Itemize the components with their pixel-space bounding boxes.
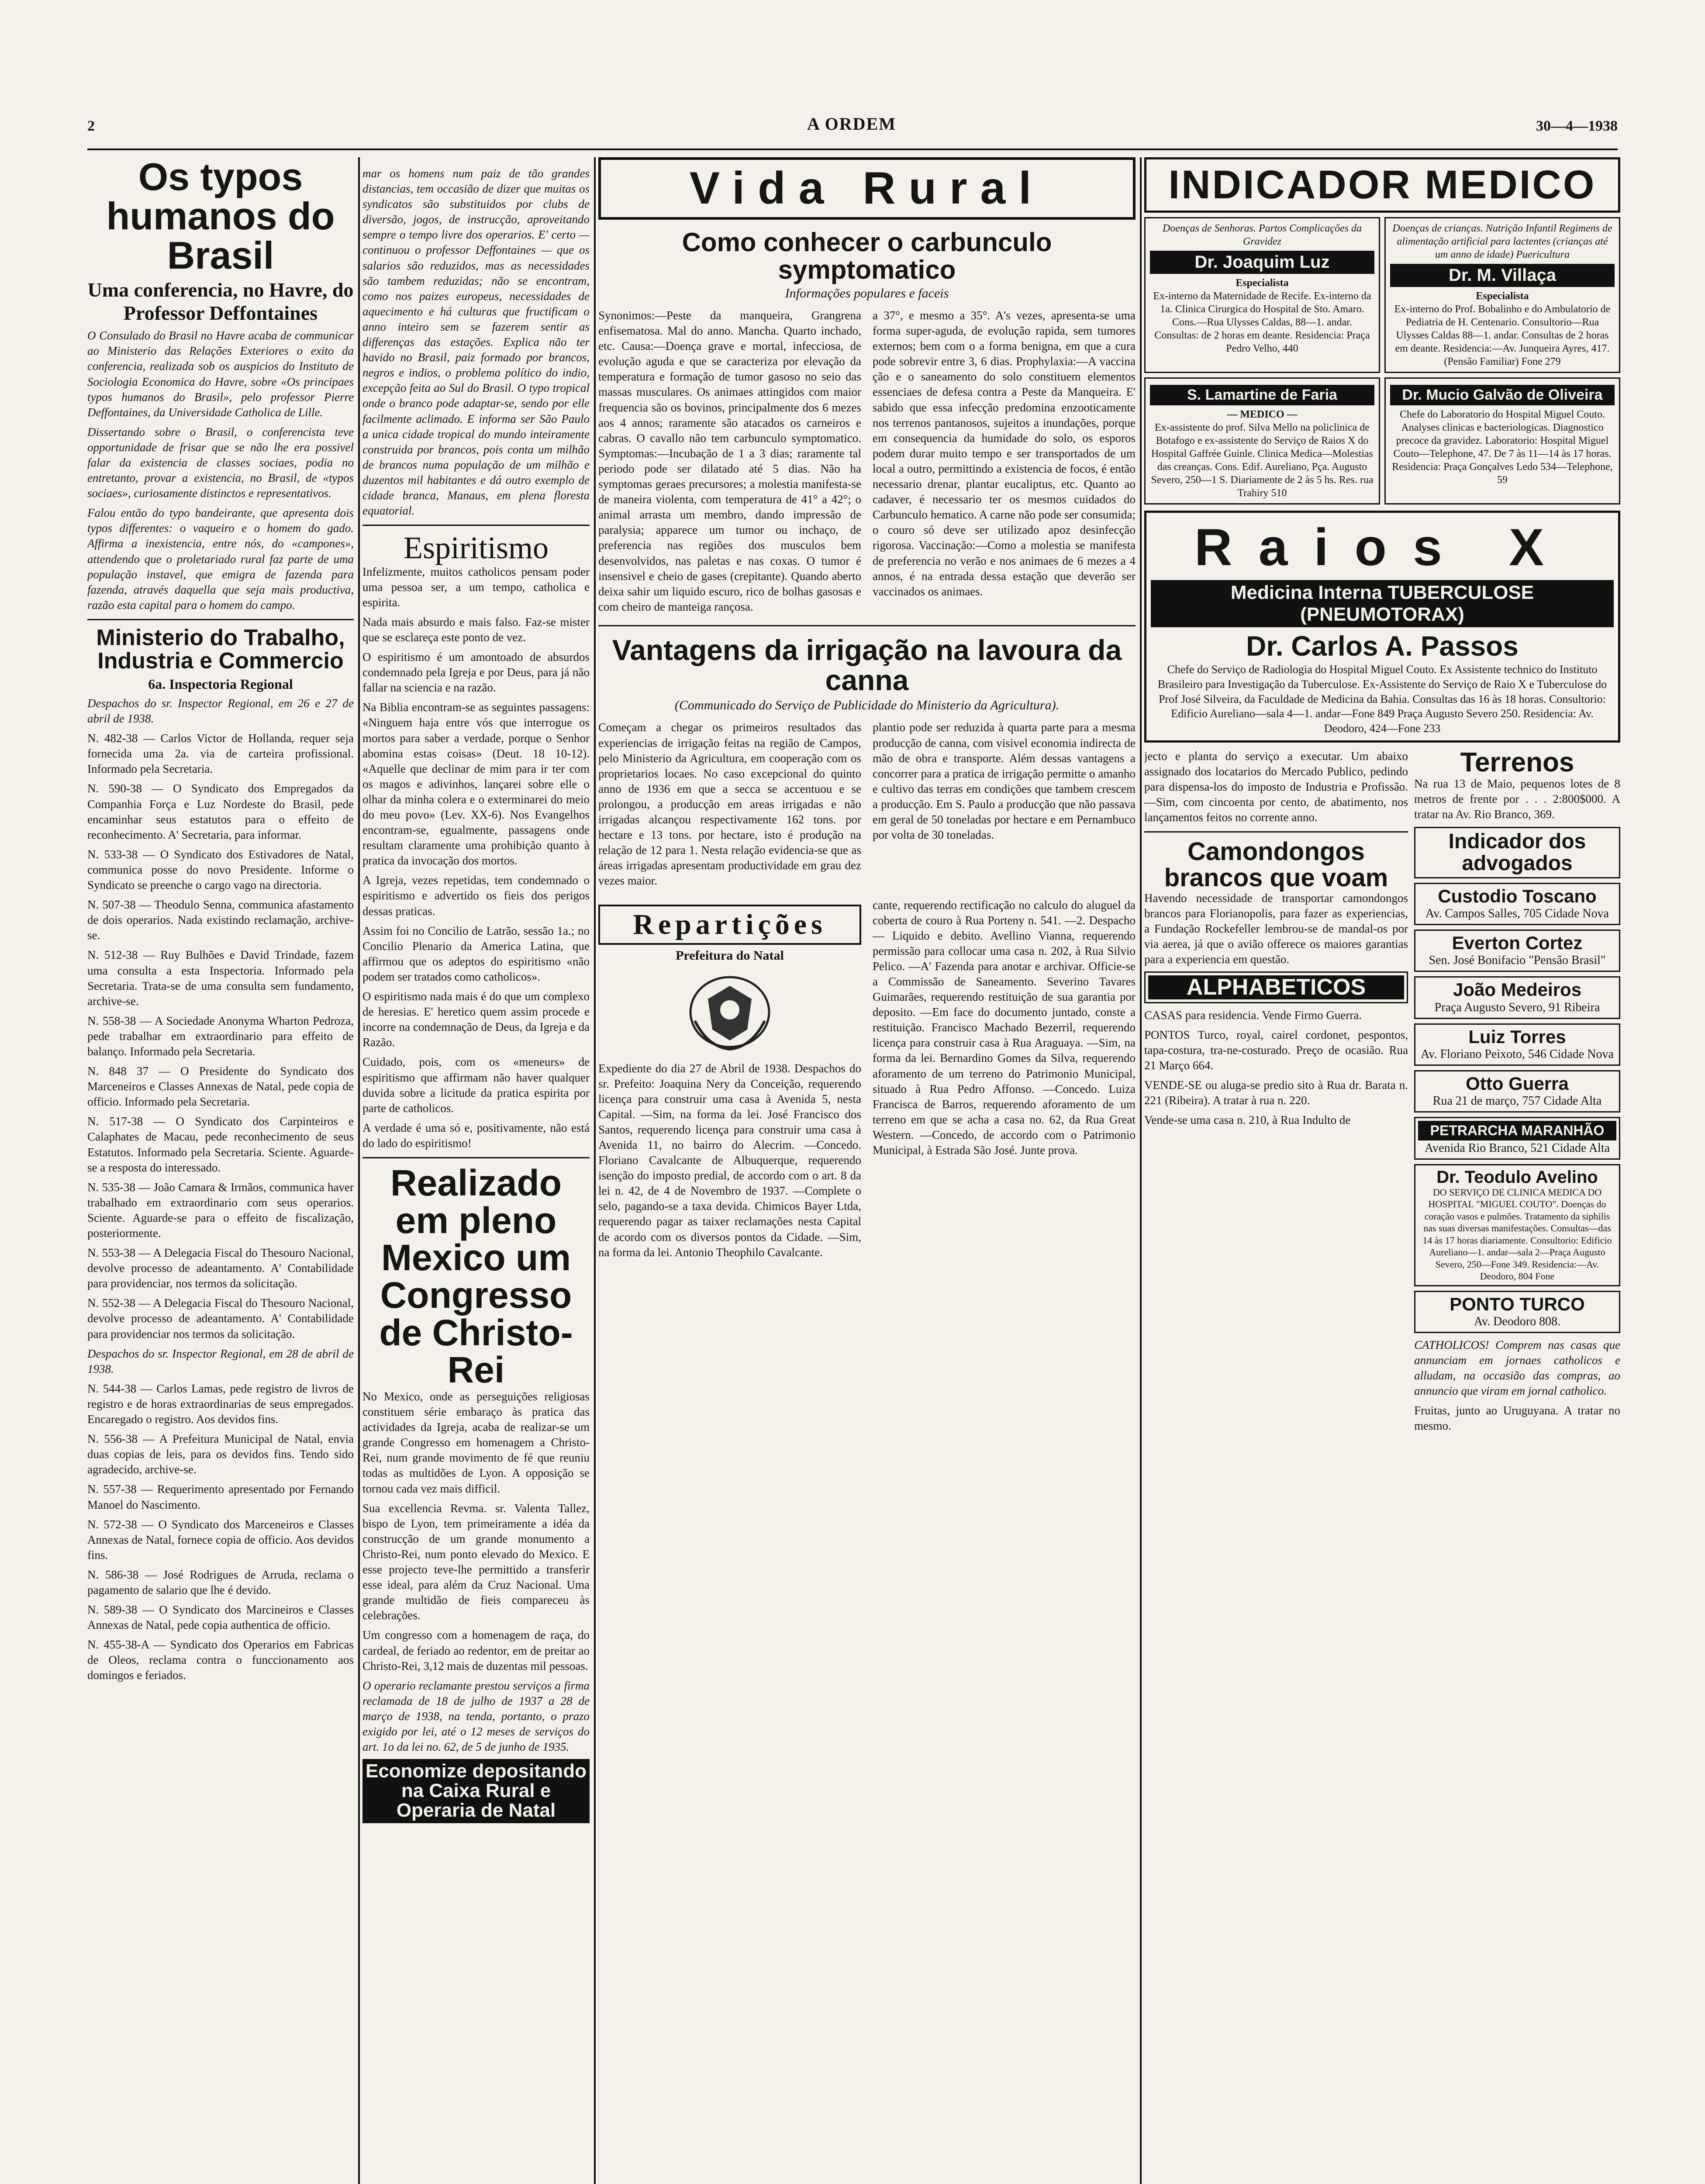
article-continuation: mar os homens num paiz de tão grandes distancias, tem occasião de dizer que muitas os syndicatos são substituidos por clubs de diversão, jogos, de instrucção, aproveitando sempre o tempo livre dos operarios. E' certo — continuou o professor Deffontaines — que os salarios são reduzidos, mas as necessidades são tambem reduzidas; não se encontram, como nos paizes europeus, necessidades de aquecimento e há culturas que fructificam o anno inteiro sem se fazerem sentir as differenças das estações. Explica não ter havido no Brasil, paiz formado por brancos, negros e indios, o problema político do indio, excepção feita ao Sul do Brasil. O typo tropical onde o branco pode adaptar-se, sendo por elle facilmente aclimado. E informa ser São Paulo a unica cidade tropical do mundo inteiramente construida por brancos, pois conta um milhão de brancos numa população de um milhão e duzentos mil habitantes e dá outro exemplo de cidade branca, Manaus, em plena floresta equatorial. [362, 167, 590, 518]
article-paragraph: Falou então do typo bandeirante, que apresenta dois typos differentes: o vaqueiro e o homem do gado. Affirma a inexistencia, entre nós, do «campones», attendendo que o proletariado rural faz parte de uma população instavel, que emigra de fazenda para fazenda, através daquella que seja mais productiva, razão esta capital para o homem do campo. [87, 506, 354, 612]
lawyer-name: Luiz Torres [1468, 1026, 1566, 1047]
doctor-name: S. Lamartine de Faria [1150, 385, 1374, 405]
raios-x-title: Raios X [1194, 518, 1570, 577]
doctor-specialty: Doenças de Senhoras. Partos Complicações da Gravidez [1163, 223, 1362, 247]
doctor-info: Ex-assistente do prof. Silva Mello na policlinica de Botafogo e ex-assistente do Serviço de Raios X do Hospital Gaffrée Guinle. Clinica Medica—Molestias das creanças. Cons. Edif. Aureliano, Pça. Augusto Severo, 250—1 S. Diariamente de 2 às 5 hs. Res. rua Trahiry 510 [1151, 422, 1374, 499]
subhead-informacoes: Informações populares e faceis [785, 286, 949, 301]
article-paragraph: plantio pode ser reduzida à quarta parte para a mesma producção de canna, com visivel economia indirecta de mão de obra e transporte. Além dessas vantagens a concorrer para a pratica de irrigação permitte o amanho e cultivo das terras em condições que tambem crescem a producção. Em S. Paulo a producção que não passava em geral de 50 toneladas por hectare e em Pernambuco por volta de 30 toneladas. [873, 721, 1136, 842]
article-paragraph: O Consulado do Brasil no Havre acaba de communicar ao Ministerio das Relações Exteriores o exito da conferencia, realizada sob os auspicios do Instituto de Sociologia Economica do Havre, sobre «Os principaes typos humanos do Brasil», pelo professor Pierre Deffontaines, da Universidade Catholica de Lille. [87, 329, 354, 419]
reparticoes-block [598, 898, 1136, 1265]
article-paragraph: No Mexico, onde as perseguições religiosas constituem série embaraço às pratica das actividades da Igreja, acaba de realizar-se um grande Congresso em homenagem a Christo-Rei, num grande movimento de fé que reuniu todas as multidões de Lyon. A opposição se tornou cada vez mais difficil. [362, 1390, 590, 1495]
despacho-entry: N. 586-38 — José Rodrigues de Arruda, reclama o pagamento de salario que lhe é devido. [87, 1568, 354, 1597]
article-paragraph: Começam a chegar os primeiros resultados das experiencias de irrigação feitas na região de Campos, pelo Ministerio da Agricultura, em cooperação com os proprietarios locaes. No caso excepcional do quinto anno de 1936 em que a secca se accentuou e se prolongou, a producção em areas irrigadas e não irrigadas alcançou respectivamente 162 tons. por hectare e 13 tons. por hectare, isto é produção na relação de 12 para 1. Nesta relação evidencia-se que as áreas irrigadas apresentam productividade em grau dez vezes maior. [598, 721, 861, 888]
raios-x-ad [1144, 511, 1620, 743]
classified-item: Vende-se uma casa n. 210, à Rua Indulto de [1144, 1113, 1351, 1127]
page-header [87, 87, 1618, 153]
article-paragraph: Despachos do sr. Inspector Regional, em 26 e 27 de abril de 1938. [87, 697, 354, 726]
doctor-role: Especialista [1476, 290, 1529, 302]
article-paragraph: Um congresso com a homenagem de raça, do cardeal, de feriado ao redentor, em de preitar ao Christo-Rei, 3,12 mais de duzentas mil pessoas. [362, 1628, 590, 1673]
article-paragraph: A Igreja, vezes repetidas, tem condemnado o espiritismo e advertido os fieis dos perigos dessas praticas. [362, 874, 590, 918]
despacho-entry: N. 556-38 — A Prefeitura Municipal de Natal, envia duas copias de leis, para os devidos fins. Tendo sido agradecido, archive-se. [87, 1432, 354, 1476]
doctor-ads-row-1 [1144, 217, 1620, 373]
vida-rural-title: Vida Rural [689, 163, 1045, 214]
doctor-info: Ex-interno da Maternidade de Recife. Ex-interno da 1a. Clinica Cirurgica do Hospital de Sto. Amaro. Cons.—Rua Ulysses Caldas, 88—1. andar. Consultas: de 2 horas em deante. Residencia: Praça Pedro Velho, 440 [1153, 290, 1371, 354]
article-paragraph: a 37°, e mesmo a 35°. A's vezes, apresenta-se uma forma super-aguda, de evolução rapida, sem tumores externos; bem com o a forma benigna, em que a cura pode sobrevir entre 3, 6 dias. Prophylaxia:—A vaccina ção e o saneamento do solo constituem elementos essenciaes de defesa contra a Peste da Manqueira. E' sabido que essa infecção predomina enzooticamente nos terrenos pantanosos, sujeitos a inundações, porque em consequencia da humidade do solo, os esporos podem durar muito tempo e ser transportados de um local a outro, permittindo a existencia de focos, é então necessario drenar, plantar eucaliptus, etc. Quanto ao cadaver, é necessario ter os mesmos cuidados do Carbunculo hematico. A carne não pode ser consumida; o couro só deve ser utilizado apoz desinfecção rigorosa. Vaccinação:—Como a molestia se manifesta de preferencia no verão e nos animaes de 6 mezes a 4 annos, é na entrada dessa estação que deverão ser vaccinados os animaes. [873, 309, 1136, 598]
headline-mexico: Realizado em pleno Mexico um Congresso de Christo-Rei [379, 1162, 573, 1391]
classified-item: Fruitas, junto ao Uruguyana. A tratar no mesmo. [1414, 1404, 1620, 1433]
lawyer-ad [1414, 930, 1620, 972]
despacho-entry: N. 553-38 — A Delegacia Fiscal do Thesouro Nacional, devolve processo de adeantamento. A' Contabilidade para providenciar, nos termos da solicitação. [87, 1246, 354, 1290]
shop-ad [1414, 1291, 1620, 1333]
lawyer-address: Av. Campos Salles, 705 Cidade Nova [1425, 907, 1609, 921]
lawyer-ad [1414, 1117, 1620, 1160]
prefeitura-subhead: Prefeitura do Natal [676, 948, 784, 963]
classified-item: CASAS para residencia. Vende Firmo Guerra. [1144, 1008, 1362, 1022]
doctor-ads-row-2 [1144, 377, 1620, 505]
despacho-entry: Despachos do sr. Inspector Regional, em 28 de abril de 1938. [87, 1347, 354, 1375]
headline-ministerio: Ministerio do Trabalho, Industria e Commercio [96, 625, 345, 674]
advogados-header [1414, 827, 1620, 879]
shop-name: PONTO TURCO [1450, 1293, 1585, 1314]
doctor-name: Dr. Mucio Galvão de Oliveira [1390, 385, 1615, 405]
classified-area [1144, 749, 1620, 1438]
catholic-notice: CATHOLICOS! Comprem nas casas que annunciam em jornaes catholicos e alludam, na occasião das compras, ao annuncio que viram em jornal catholico. [1414, 1338, 1620, 1398]
doctor-info: Ex-interno do Prof. Bobalinho e do Ambulatorio de Pediatria de H. Centenario. Consultorio—Rua Ulysses Caldas 88—1. andar. Consultas de 2 horas em deante. Residencia:—Av. Junqueira Ayres, 417. (Pensão Familiar) Fone 279 [1394, 304, 1611, 367]
subhead-inspectoria: 6a. Inspectoria Regional [148, 676, 293, 692]
doctor-specialty: Doenças de crianças. Nutrição Infantil Regimens de alimentação artificial para lactentes (crianças até um anno de idade) Puericultura [1392, 223, 1612, 260]
article-paragraph: Infelizmente, muitos catholicos pensam poder uma pessoa ser, a um tempo, catholica e espirita. [362, 565, 590, 609]
page-number: 2 [87, 118, 95, 134]
doctor-info: DO SERVIÇO DE CLINICA MEDICA DO HOSPITAL "MIGUEL COUTO". Doenças do coração vasos e pulmões. Tratamento da siphilis nas suas diversas manifestações. Consultas—das 14 às 17 horas diariamente. Consultorio: Edificio Aureliano—1. andar—sala 2—Praça Augusto Severo, 250—Fone 349. Residencia:—Av. Deodoro, 804 Fone [1422, 1186, 1612, 1282]
divider [362, 1157, 590, 1158]
headline-espiritismo: Espiritismo [403, 530, 549, 566]
irrigacao-body [598, 720, 1136, 893]
lawyer-name: Custodio Toscano [1438, 886, 1597, 907]
despacho-entry: N. 589-38 — O Syndicato dos Marcineiros e Classes Annexas de Natal, pede copia authentica de officio. [87, 1603, 354, 1632]
article-paragraph: Sua excellencia Revma. sr. Valenta Tallez, bispo de Lyon, tem primeiramente a idéa da construcção de um grande monumento a Christo-Rei, num ponto elevado do Mexico. E esse projecto teve-lhe permittido a transferir esse ideal, para além da Cruz Nacional. Uma grande multidão de fieis compareceu às celebrações. [362, 1501, 590, 1622]
doctor-name: Dr. M. Villaça [1390, 264, 1615, 287]
lawyer-address: Sen. José Bonifacio "Pensão Brasil" [1429, 954, 1606, 968]
classified-left [1144, 749, 1408, 1438]
article-continuation: jecto e planta do serviço a executar. Um abaixo assignado dos locatarios do Mercado Publico, pedindo para dispensa-los do imposto de Industria e Profissão. —Sim, com cincoenta por cento, de abatimento, nos lançamentos feitos no corrente anno. [1144, 749, 1408, 824]
issue-date: 30—4—1938 [1536, 118, 1618, 134]
raios-x-info: Chefe do Serviço de Radiologia do Hospital Miguel Couto. Ex Assistente technico do Instituto Brasileiro para Investigação da Tuberculose. Ex-Assistente do Serviço de Raio X e Tuberculose do Prof José Silveira, da Faculdade de Medicina da Bahia. Consultas das 16 às 18 horas. Consultorio: Edificio Aureliano—sala 4—1. andar—Fone 849 Praça Augusto Severo 250. Residencia: Av. Deodoro, 424—Fone 233 [1157, 663, 1607, 735]
lawyer-address: Praça Augusto Severo, 91 Ribeira [1434, 1000, 1600, 1014]
classified-item: VENDE-SE ou aluga-se predio sito à Rua dr. Barata n. 221 (Ribeira). A tratar à rua n. 220. [1144, 1078, 1408, 1107]
doctor-name: Dr. Teodulo Avelino [1436, 1167, 1598, 1187]
despacho-entry: N. 507-38 — Theodulo Senna, communica afastamento de dois operarios. Nada existindo reclamação, archive-se. [87, 898, 354, 942]
doctor-ad [1414, 1164, 1620, 1286]
despacho-entry: N. 535-38 — João Camara & Irmãos, communica haver trabalhado em extraordinario com seus operarios. Sciente. Aguarde-se para o effeito de fiscalização, posteriormente. [87, 1180, 354, 1240]
despacho-entry: N. 455-38-A — Syndicato dos Operarios em Fabricas de Oleos, reclama contra o funccionamento aos domingos e feriados. [87, 1638, 354, 1682]
raios-x-subtitle: Medicina Interna TUBERCULOSE (PNEUMOTORAX) [1151, 580, 1614, 627]
doctor-ad [1144, 377, 1380, 505]
divider [362, 525, 590, 526]
indicador-medico-banner [1144, 157, 1620, 213]
doctor-info: Chefe do Laboratorio do Hospital Miguel Couto. Analyses clinicas e bacteriologicas. Diagnostico precoce da gravidez. Laboratorio: Hospital Miguel Couto—Telephone, 47. De 7 às 11—14 às 17 horas. Residencia: Praça Gonçalves Ledo 534—Telephone, 59 [1392, 409, 1613, 486]
classified-item: PONTOS Turco, royal, cairel cordonet, pespontos, tapa-costura, tra-ne-costurado. Preço de ocasião. Rua 21 Março 664. [1144, 1028, 1408, 1072]
doctor-role: Especialista [1236, 277, 1289, 289]
article-paragraph: Dissertando sobre o Brasil, o conferencista teve opportunidade de frisar que se não lhe era possivel falar da existencia de classes sociaes, podia no entretanto, provar a existencia, no Brasil, de «typos sociaes», curiosamente distinctos e representativos. [87, 425, 354, 500]
article-paragraph: O espiritismo nada mais é do que um complexo de heresias. E' heretico quem assim procede e incorre na condemnação de Deus, da Igreja e da Razão. [362, 990, 590, 1049]
economize-ad: Economize depositando na Caixa Rural e Operaria de Natal [362, 1759, 590, 1823]
lawyer-address: Av. Floriano Peixoto, 546 Cidade Nova [1421, 1047, 1614, 1061]
alphabeticos-header [1144, 971, 1408, 1003]
headline-carbunculo: Como conhecer o carbunculo symptomatico [682, 228, 1052, 284]
headline-typos-humanos: Os typos humanos do Brasil [106, 157, 335, 277]
lawyer-name: Otto Guerra [1466, 1073, 1569, 1094]
despacho-entry: N. 557-38 — Requerimento apresentado por Fernando Manoel do Nascimento. [87, 1482, 354, 1511]
divider [87, 619, 354, 620]
article-paragraph: cante, requerendo rectificação no calculo do aluguel da coberta de couro à Rua Porteny n. 541. —2. Despacho — Liquido e debito. Avellino Vianna, requerendo permissão para collocar uma casa n. 202, à Rua Silvio Pelico. —A' Fazenda para anotar e archivar. Officie-se a Commissão de Saneamento. Severino Tavares Guimarães, requerendo restituição de sua garantia por deposito. —Em face do documento juntado, conste a restituição. Francisco Machado Bezerril, requerendo licença para construir casa à Rua Araguaya. —Sim, na forma da lei. Bernardino Gomes da Silva, requerendo aforamento de um terreno do Patrimonio Municipal, situado à Rua Pedro Affonso. —Concedo. Luiza Francisca de Barros, requerendo aforamento de um terreno em que se acha a casa no. 62, da Rua Great Western. —Concedo, de accordo com o Patrimonio Municipal, à Estrada São José. Junte prova. [873, 898, 1136, 1157]
doctor-ad [1144, 217, 1380, 373]
column-divider [594, 157, 596, 2184]
despacho-entry: N. 558-38 — A Sociedade Anonyma Wharton Pedroza, pede trabalhar em extraordinario para effeito de balanço. Informado pela Secretaria. [87, 1014, 354, 1058]
despacho-entry: N. 590-38 — O Syndicato dos Empregados da Companhia Força e Luz Nordeste do Brasil, pede encaminhar seus estatutos para o effeito de reconhecimento. A' Secretaria, para informar. [87, 782, 354, 841]
article-paragraph: Assim foi no Concilio de Latrão, sessão 1a.; no Concilio Plenario da America Latina, que affirmou que os adeptos do espiritismo «não podem ser tratados como catholicos». [362, 924, 590, 983]
shop-address: Av. Deodoro 808. [1474, 1314, 1561, 1328]
doctor-name: Dr. Joaquim Luz [1150, 251, 1374, 274]
indicador-medico-section [1144, 157, 1620, 1438]
despacho-entry: N. 512-38 — Ruy Bulhões e David Trindade, fazem uma consulta a esta Inspectoria. Informado pela Secretaria. Trata-se de uma consulta sem fundamento, archive-se. [87, 948, 354, 1008]
article-paragraph: Expediente do dia 27 de Abril de 1938. Despachos do sr. Prefeito: Joaquina Nery da Conceição, requerendo licença para construir uma casa à Avenida 5, nesta Capital. —Sim, na forma da lei. José Francisco dos Santos, requerendo licença para construir uma casa à Avenida 11, no bairro do Alecrim. —Concedo. Floriano Cavalcante de Albuquerque, requerendo isenção do imposto predial, de accordo com o art. 8 da lei n. 42, de 4 de Novembro de 1937. —Complete o selo, pagando-se a taxa devida. Chimicos Bayer Ltda, requerendo pagar as taixer reclamações nesta Capital de acordo com os diversos pontos da Cidade. —Sim, na forma da lei. Antonio Theophilo Cavalcante. [598, 1061, 861, 1259]
article-source-note: (Communicado do Serviço de Publicidade do Ministerio da Agricultura). [674, 698, 1060, 713]
column-2 [362, 166, 590, 1823]
lawyer-ad [1414, 1070, 1620, 1113]
column-1 [87, 157, 354, 1688]
subhead-conferencia: Uma conferencia, no Havre, do Professor Deffontaines [87, 279, 354, 325]
raios-x-doctor: Dr. Carlos A. Passos [1246, 630, 1519, 662]
despacho-entry: N. 552-38 — A Delegacia Fiscal do Thesouro Nacional, devolve processo de adeantamento. A' Contabilidade para providenciar nos termos da solicitação. [87, 1296, 354, 1341]
vida-rural-section [598, 157, 1136, 1265]
article-paragraph: Nada mais absurdo e mais falso. Faz-se mister que se esclareça este ponto de vez. [362, 615, 590, 644]
indicador-medico-title: INDICADOR MEDICO [1168, 162, 1596, 207]
doctor-ad [1384, 217, 1620, 373]
headline-terrenos: Terrenos [1460, 747, 1574, 778]
article-paragraph: Na Biblia encontram-se as seguintes passagens: «Ninguem haja entre vós que interrogue os mortos para saber a verdade, porque o Senhor abomina estas coisas» (Deut. 18 10-12). «Aquelle que declinar de mim para ir ter com os magos e adivinhos, lançarei sobre elle o olhar da minha colera e o exterminarei do meio do meu povo» (Lev. XX-6). Nos Evangelhos encontram-se, egualmente, passagens onde resultam claramente uma prohibição quanto à pratica da invocação dos mortos. [362, 701, 590, 867]
despacho-entry: N. 533-38 — O Syndicato dos Estivadores de Natal, communica posse do novo Presidente. Informe o Syndicato se preenche o cargo vago na directoria. [87, 847, 354, 892]
article-paragraph: O operario reclamante prestou serviços a firma reclamada de 18 de julho de 1937 a 28 de março de 1938, na tenda, portanto, o prazo exigido por lei, até o 12 meses de serviços do art. 1o da lei no. 62, de 5 de junho de 1935. [362, 1679, 590, 1754]
advogados-title: Indicador dos advogados [1448, 829, 1586, 875]
alphabeticos-title: ALPHABETICOS [1148, 975, 1404, 999]
article-paragraph: Synonimos:—Peste da manqueira, Grangrena enfisematosa. Mal do anno. Mancha. Quarto inchado, etc. Causa:—Doença grave e mortal, infecciosa, de evolução aguda e que se caracteriza por elevação da temperatura e formação de tumor gasoso no seio das massas musculares. Os animaes attingidos com maior frequencia são os bovinos, principalmente dos 6 mezes aos 4 annos; raramente são atacados os carneiros e cabras. O cavallo não tem carbunculo symptomatico. Symptomas:—Incubação de 1 a 3 dias; raramente tal periodo pode ser dilatado até 5 dias. Não ha symptomas geraes precursores; a molestia manifesta-se de maneira violenta, com temperatura de 41° a 42°; o animal arrasta um membro, dando impressão de paralysia; apparece um tumor ou inchaço, de preferencia nas regiões dos musculos bem desenvolvidos, nas paletas e nas coxas. O tumor é insensivel e cheio de gases (crepitante). Quando aberto deixa sahir um liquido escuro, rico de bolhas gasosas e com cheiro de manteiga rançosa. [598, 309, 861, 613]
lawyer-ad [1414, 1023, 1620, 1066]
despacho-entry: N. 572-38 — O Syndicato dos Marceneiros e Classes Annexas de Natal, fornece copia de officio. Aos devidos fins. [87, 1517, 354, 1562]
despacho-entry: N. 848 37 — O Presidente do Syndicato dos Marceneiros e Classes Annexas de Natal, pede copia de officio. Informado pela Secretaria. [87, 1064, 354, 1109]
lawyer-ad [1414, 883, 1620, 925]
despacho-entry: N. 544-38 — Carlos Lamas, pede registro de livros de registro e de horas extraordinarias de seus empregados. Encaregado o registro. Aos devidos fins. [87, 1382, 354, 1426]
vida-rural-banner [598, 157, 1136, 220]
lawyer-ad [1414, 976, 1620, 1019]
column-divider [358, 157, 360, 2184]
article-paragraph: O espiritismo é um amontoado de absurdos condemnado pela Igreja e por Deus, para já não fallar na sciencia e na razão. [362, 650, 590, 695]
article-paragraph: Cuidado, pois, com os «meneurs» de espiritismo que affirmam não haver qualquer duvida sobre a licitude da pratica espirita por parte de catholicos. [362, 1055, 590, 1115]
article-paragraph: A verdade é uma só e, positivamente, não está do lado do espiritismo! [362, 1121, 590, 1150]
despacho-entry: N. 482-38 — Carlos Victor de Hollanda, requer seja fornecida uma 2a. via de carteira profissional. Informado pela Secretaria. [87, 732, 354, 776]
carbunculo-body [598, 308, 1136, 619]
column-divider [1140, 157, 1142, 2184]
lawyer-address: Rua 21 de março, 757 Cidade Alta [1432, 1094, 1602, 1108]
coat-of-arms-icon [682, 968, 778, 1056]
reparticoes-title: Repartições [633, 908, 827, 940]
header-rule [87, 149, 1618, 150]
headline-camondongos: Camondongos brancos que voam [1164, 837, 1388, 892]
masthead: A ORDEM [807, 114, 896, 134]
classified-item: Na rua 13 de Maio, pequenos lotes de 8 metros de frente por . . . 2:800$000. A tratar na Av. Rio Branco, 369. [1414, 777, 1620, 821]
article-paragraph: Havendo necessidade de transportar camondongos brancos para Florianopolis, para fazer as experiencias, a Fundação Rockefeller lembrou-se de mandal-os por via aerea, já que o avião offerece os maiores garantias para a experiencia em questão. [1144, 891, 1408, 966]
divider [598, 625, 1136, 626]
classified-right [1414, 749, 1620, 1438]
lawyer-address: Avenida Rio Branco, 521 Cidade Alta [1425, 1141, 1610, 1155]
doctor-role: — MEDICO — [1227, 409, 1298, 420]
lawyer-name: Everton Cortez [1452, 933, 1583, 954]
divider [1144, 831, 1408, 833]
lawyer-name: João Medeiros [1453, 979, 1582, 1000]
headline-irrigacao: Vantagens da irrigação na lavoura da canna [612, 633, 1122, 697]
doctor-ad [1384, 377, 1620, 505]
reparticoes-banner [598, 905, 861, 945]
lawyer-name: PETRARCHA MARANHÃO [1418, 1121, 1616, 1140]
despacho-entry: N. 517-38 — O Syndicato dos Carpinteiros e Calaphates de Macau, pede reconhecimento de seus Estatutos. Informado pela Secretaria. Sciente. Aguarde-se a resposta do interessado. [87, 1115, 354, 1174]
